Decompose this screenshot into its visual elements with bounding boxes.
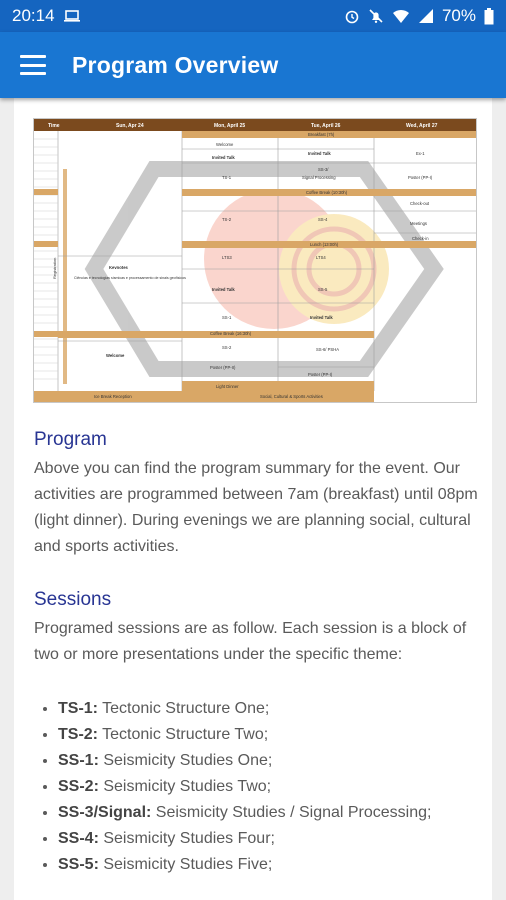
- session-code: SS-3/Signal:: [58, 804, 152, 821]
- schedule-ex1: Ex-1: [416, 151, 425, 156]
- schedule-table-image: [33, 118, 477, 403]
- session-code: SS-5:: [58, 856, 99, 873]
- schedule-signal: Signal Processing: [302, 175, 336, 180]
- schedule-registration: Registration: [52, 257, 57, 279]
- schedule-coffee-1: Coffee Break (10:30h): [306, 190, 348, 195]
- content-card: [14, 98, 492, 900]
- list-item: [58, 852, 479, 878]
- schedule-invited-1: Invited Talk: [212, 155, 235, 160]
- schedule-header-sun: Sun, Apr 24: [116, 123, 144, 129]
- sessions-heading: Sessions: [34, 589, 112, 610]
- schedule-ts2: TS-2: [222, 217, 232, 222]
- schedule-header-mon: Mon, April 25: [214, 123, 246, 129]
- schedule-icebreak: Ice Break Reception: [94, 394, 132, 399]
- list-item: [58, 800, 479, 826]
- session-name: Tectonic Structure Two;: [98, 726, 269, 743]
- schedule-keynotes: Kevnotes: [109, 265, 128, 270]
- schedule-welcome-2: Welcome: [106, 353, 125, 358]
- session-code: TS-2:: [58, 726, 98, 743]
- schedule-header-tue: Tue, April 26: [311, 123, 341, 129]
- schedule-ss3: SS-3/: [318, 167, 329, 172]
- app-bar: [0, 32, 506, 98]
- schedule-coffee-2: Coffee Break (16:30h): [210, 331, 252, 336]
- schedule-invited-4: Invited Talk: [310, 315, 333, 320]
- schedule-ts1: TS-1: [222, 175, 232, 180]
- session-name: Tectonic Structure One;: [98, 700, 270, 717]
- schedule-breakfast: Breakfast (7h): [308, 132, 335, 137]
- list-item: [58, 722, 479, 748]
- schedule-social: Social, Cultural & Sports Activities: [260, 394, 323, 399]
- schedule-ss6: SS-6/ PSHA: [316, 347, 340, 352]
- schedule-poster-3: Poster (PP-I): [308, 372, 333, 377]
- schedule-dinner: Light Dinner: [216, 384, 239, 389]
- page-title: Program Overview: [72, 51, 279, 78]
- status-time: 20:14: [12, 6, 55, 25]
- schedule-lts4: LTS4: [316, 255, 326, 260]
- schedule-ss1: SS-1: [222, 315, 232, 320]
- session-name: Seismicity Studies Four;: [98, 830, 275, 847]
- list-item: [58, 826, 479, 852]
- session-name: Seismicity Studies One;: [98, 752, 273, 769]
- schedule-lunch: Lunch (13:00h): [310, 242, 339, 247]
- schedule-ss5: SS-5: [318, 287, 328, 292]
- sessions-text: Programed sessions are as follow. Each session is a block of two or more presentations under the specific theme:: [34, 620, 467, 663]
- notifications-off-icon: [368, 8, 384, 24]
- schedule-invited-2: Invited Talk: [308, 151, 331, 156]
- session-code: SS-2:: [58, 778, 99, 795]
- schedule-ss4: SS-4: [318, 217, 328, 222]
- schedule-header-time: Time: [48, 123, 60, 129]
- menu-icon[interactable]: [20, 55, 46, 75]
- session-code: SS-4:: [58, 830, 99, 847]
- list-item: [58, 748, 479, 774]
- battery-percent: 70%: [441, 6, 476, 25]
- session-name: Seismicity Studies / Signal Processing;: [151, 804, 432, 821]
- schedule-header-wed: Wed, April 27: [406, 123, 438, 129]
- session-name: Seismicity Studies Five;: [98, 856, 273, 873]
- program-content: [34, 428, 479, 878]
- schedule-welcome: Welcome: [216, 142, 234, 147]
- wifi-icon: [392, 8, 410, 24]
- sessions-list: [34, 696, 479, 878]
- schedule-poster-1: Poster (PP-I): [408, 175, 433, 180]
- session-code: TS-1:: [58, 700, 98, 717]
- battery-icon: [484, 8, 494, 25]
- list-item: [58, 774, 479, 800]
- schedule-meetings: Meetings: [410, 221, 427, 226]
- session-name: Seismicity Studies Two;: [98, 778, 272, 795]
- alarm-icon: [344, 8, 360, 24]
- schedule-keynotes-desc: Ciências e tecnologias sísmicas e processamento de sinais geofísicos: [74, 276, 186, 280]
- schedule-invited-3: Invited Talk: [212, 287, 235, 292]
- laptop-icon: [63, 10, 81, 22]
- status-bar: [0, 0, 506, 32]
- program-heading: Program: [34, 429, 107, 450]
- list-item: [58, 696, 479, 722]
- schedule-checkin: Check-in: [412, 236, 429, 241]
- schedule-ss2: SS-2: [222, 345, 232, 350]
- schedule-checkout: Check-out: [410, 201, 430, 206]
- session-code: SS-1:: [58, 752, 99, 769]
- program-text: Above you can find the program summary for the event. Our activities are programmed between 7am (breakfast) until 08pm (light dinner). During evenings we are planning social, cultural and sports activities.: [34, 460, 478, 555]
- schedule-poster-2: Poster (PP-II): [210, 365, 236, 370]
- schedule-lts3: LTS3: [222, 255, 232, 260]
- signal-icon: [418, 8, 434, 24]
